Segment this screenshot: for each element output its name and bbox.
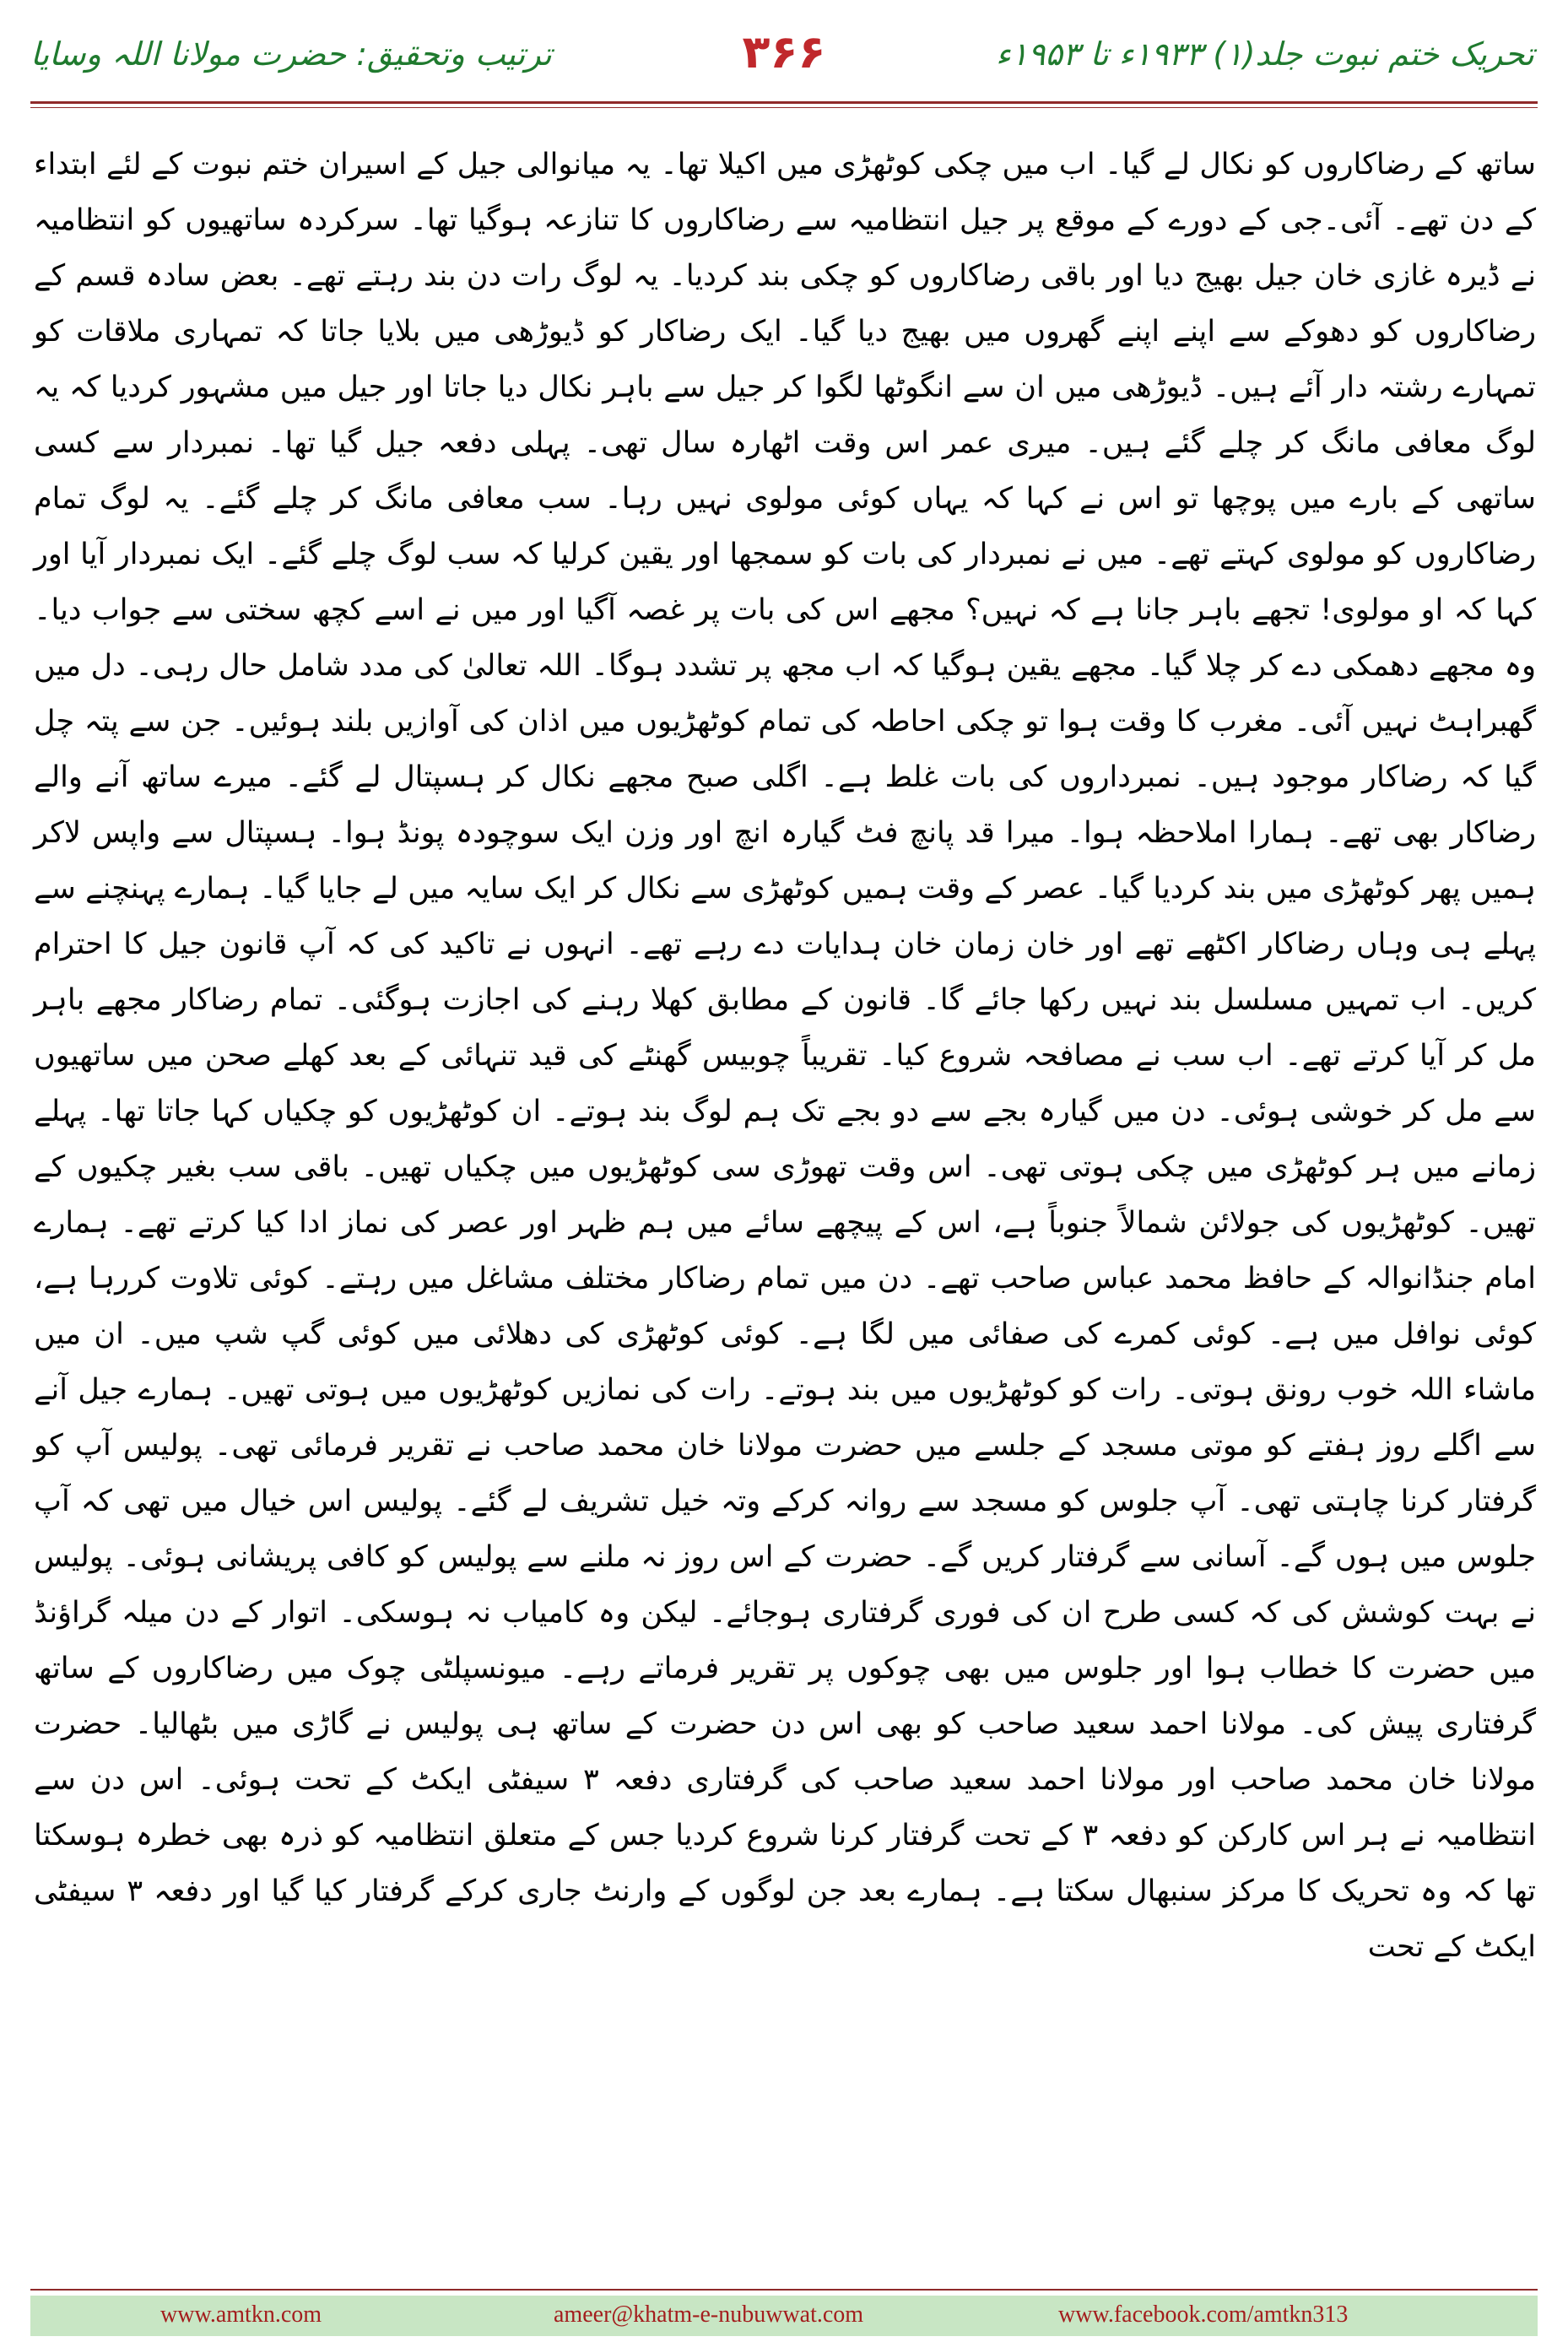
book-title: تحریک ختم نبوت جلد(۱) ۱۹۳۳ء تا ۱۹۵۳ء xyxy=(995,35,1534,73)
compiler-credit: ترتیب وتحقیق: حضرت مولانا اللہ وسایا xyxy=(30,35,552,73)
header-rule xyxy=(30,101,1538,104)
body-text xyxy=(34,137,1536,1975)
footer-rule xyxy=(30,2289,1538,2291)
body-paragraph: ساتھ کے رضاکاروں کو نکال لے گیا۔ اب میں چکی کوٹھڑی میں اکیلا تھا۔ یہ میانوالی جیل کے اسیران ختم نبوت کے لئے ابتداء کے دن تھے۔ آئی۔جی کے دورے کے موقع پر جیل انتظامیہ سے رضاکاروں کا تنازعہ ہوگیا تھا۔ سرکردہ ساتھیوں کو انتظامیہ نے ڈیرہ غازی خان جیل بھیج دیا اور باقی رضاکاروں کو چکی بند کردیا۔ یہ لوگ رات دن بند رہتے تھے۔ بعض سادہ قسم کے رضاکاروں کو دھوکے سے اپنے اپنے گھروں میں بھیج دیا گیا۔ ایک رضاکار کو ڈیوڑھی میں بلایا جاتا کہ تمہاری ملاقات کو تمہارے رشتہ دار آئے ہیں۔ ڈیوڑھی میں ان سے انگوٹھا لگوا کر جیل سے باہر نکال دیا جاتا اور جیل میں مشہور کردیا کہ یہ لوگ معافی مانگ کر چلے گئے ہیں۔ میری عمر اس وقت اٹھارہ سال تھی۔ پہلی دفعہ جیل گیا تھا۔ نمبردار سے کسی ساتھی کے بارے میں پوچھا تو اس نے کہا کہ یہاں کوئی مولوی نہیں رہا۔ سب معافی مانگ کر چلے گئے۔ یہ لوگ تمام رضاکاروں کو مولوی کہتے تھے۔ میں نے نمبردار کی بات کو سمجھا اور یقین کرلیا کہ سب لوگ چلے گئے۔ ایک نمبردار آیا اور کہا کہ او مولوی! تجھے باہر جانا ہے کہ نہیں؟ مجھے اس کی بات پر غصہ آگیا اور میں نے اسے کچھ سختی سے جواب دیا۔ وہ مجھے دھمکی دے کر چلا گیا۔ مجھے یقین ہوگیا کہ اب مجھ پر تشدد ہوگا۔ اللہ تعالیٰ کی مدد شامل حال رہی۔ دل میں گھبراہٹ نہیں آئی۔ مغرب کا وقت ہوا تو چکی احاطہ کی تمام کوٹھڑیوں میں اذان کی آوازیں بلند ہوئیں۔ جن سے پتہ چل گیا کہ رضاکار موجود ہیں۔ نمبرداروں کی بات غلط ہے۔ اگلی صبح مجھے نکال کر ہسپتال لے گئے۔ میرے ساتھ آنے والے رضاکار بھی تھے۔ ہمارا املاحظہ ہوا۔ میرا قد پانچ فٹ گیارہ انچ اور وزن ایک سوچودہ پونڈ ہوا۔ ہسپتال سے واپس لاکر ہمیں پھر کوٹھڑی میں بند کردیا گیا۔ عصر کے وقت ہمیں کوٹھڑی سے نکال کر ایک سایہ میں لے جایا گیا۔ ہمارے پہنچنے سے پہلے ہی وہاں رضاکار اکٹھے تھے اور خان زمان خان ہدایات دے رہے تھے۔ انہوں نے تاکید کی کہ آپ قانون جیل کا احترام کریں۔ اب تمہیں مسلسل بند نہیں رکھا جائے گا۔ قانون کے مطابق کھلا رہنے کی اجازت ہوگئی۔ تمام رضاکار مجھے باہر مل کر آیا کرتے تھے۔ اب سب نے مصافحہ شروع کیا۔ تقریباً چوبیس گھنٹے کی قید تنہائی کے بعد کھلے صحن میں ساتھیوں سے مل کر خوشی ہوئی۔ دن میں گیارہ بجے سے دو بجے تک ہم لوگ بند ہوتے۔ ان کوٹھڑیوں کو چکیاں کہا جاتا تھا۔ پہلے زمانے میں ہر کوٹھڑی میں چکی ہوتی تھی۔ اس وقت تھوڑی سی کوٹھڑیوں میں چکیاں تھیں۔ باقی سب بغیر چکیوں کے تھیں۔ کوٹھڑیوں کی جولائن شمالاً جنوباً ہے، اس کے پیچھے سائے میں ہم ظہر اور عصر کی نماز ادا کیا کرتے تھے۔ ہمارے امام جنڈانوالہ کے حافظ محمد عباس صاحب تھے۔ دن میں تمام رضاکار مختلف مشاغل میں رہتے۔ کوئی تلاوت کررہا ہے، کوئی نوافل میں ہے۔ کوئی کمرے کی صفائی میں لگا ہے۔ کوئی کوٹھڑی کی دھلائی میں کوئی گپ شپ میں۔ ان میں ماشاء اللہ خوب رونق ہوتی۔ رات کو کوٹھڑیوں میں بند ہوتے۔ رات کی نمازیں کوٹھڑیوں میں ہوتی تھیں۔ ہمارے جیل آنے سے اگلے روز ہفتے کو موتی مسجد کے جلسے میں حضرت مولانا خان محمد صاحب نے تقریر فرمائی تھی۔ پولیس آپ کو گرفتار کرنا چاہتی تھی۔ آپ جلوس کو مسجد سے روانہ کرکے وتہ خیل تشریف لے گئے۔ پولیس اس خیال میں تھی کہ آپ جلوس میں ہوں گے۔ آسانی سے گرفتار کریں گے۔ حضرت کے اس روز نہ ملنے سے پولیس کو کافی پریشانی ہوئی۔ پولیس نے بہت کوشش کی کہ کسی طرح ان کی فوری گرفتاری ہوجائے۔ لیکن وہ کامیاب نہ ہوسکی۔ اتوار کے دن میلہ گراؤنڈ میں حضرت کا خطاب ہوا اور جلوس میں بھی چوکوں پر تقریر فرماتے رہے۔ میونسپلٹی چوک میں رضاکاروں کے ساتھ گرفتاری پیش کی۔ مولانا احمد سعید صاحب کو بھی اس دن حضرت کے ساتھ ہی پولیس نے گاڑی میں بٹھالیا۔ حضرت مولانا خان محمد صاحب اور مولانا احمد سعید صاحب کی گرفتاری دفعہ ۳ سیفٹی ایکٹ کے تحت ہوئی۔ اس دن سے انتظامیہ نے ہر اس کارکن کو دفعہ ۳ کے تحت گرفتار کرنا شروع کردیا جس کے متعلق انتظامیہ کو ذرہ بھی خطرہ ہوسکتا تھا کہ وہ تحریک کا مرکز سنبھال سکتا ہے۔ ہمارے بعد جن لوگوں کے وارنٹ جاری کرکے گرفتار کیا گیا اور دفعہ ۳ سیفٹی ایکٹ کے تحت xyxy=(34,148,1536,1964)
page-header xyxy=(0,0,1568,110)
website-link[interactable]: www.amtkn.com xyxy=(160,2301,322,2328)
facebook-link[interactable]: www.facebook.com/amtkn313 xyxy=(1058,2301,1349,2328)
page-number: ۳۶۶ xyxy=(742,25,826,78)
email-link[interactable]: ameer@khatm-e-nubuwwat.com xyxy=(554,2301,864,2328)
header-rule-thin xyxy=(30,107,1538,108)
